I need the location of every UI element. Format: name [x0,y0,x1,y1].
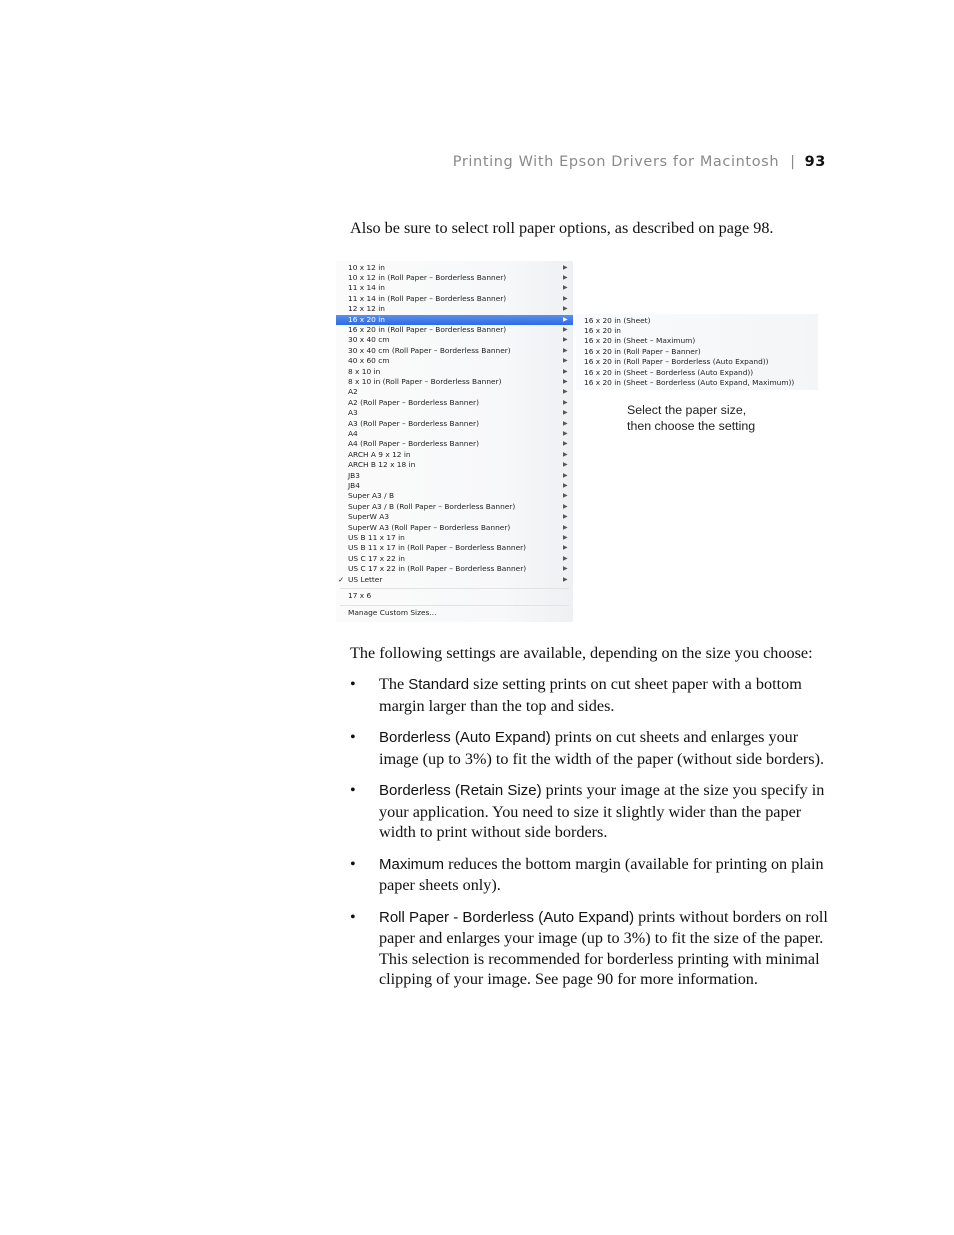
submenu-arrow-icon: ▶ [563,481,568,489]
menu-item-label: Manage Custom Sizes... [348,608,437,618]
menu-item[interactable] [336,377,573,387]
menu-item[interactable] [336,533,573,543]
bullet-item: • Borderless (Retain Size) prints your image at the size you specify in your application. You need to size it slightly wider than the paper width to print without side borders. [350,781,825,841]
running-header [453,154,826,170]
menu-item[interactable] [336,450,573,460]
submenu-arrow-icon: ▶ [563,461,568,469]
menu-item-label: US C 17 x 22 in [348,553,405,563]
submenu-arrow-icon: ▶ [563,575,568,583]
submenu-arrow-icon: ▶ [563,273,568,281]
paper-size-popup-menu [336,261,573,622]
bullet-item: • Roll Paper - Borderless (Auto Expand) prints without borders on roll paper and enlarges your image (up to 3%) to fit the size of the paper. This selection is recommended for borderless printing with minimal clipping of your image. See page 90 for more information. [350,907,828,988]
menu-item-label: US B 11 x 17 in (Roll Paper – Borderless Banner) [348,543,527,553]
menu-item-label: 11 x 14 in (Roll Paper – Borderless Banner) [348,293,507,303]
menu-item-label: Super A3 / B [348,491,395,501]
menu-item-label: SuperW A3 [348,512,390,522]
menu-item[interactable] [336,283,573,293]
submenu-item[interactable]: 16 x 20 in (Sheet – Maximum) [584,336,696,346]
menu-item[interactable] [336,491,573,501]
menu-item[interactable] [336,543,573,553]
bullet-item: • Maximum reduces the bottom margin (available for printing on plain paper sheets only). [350,854,824,894]
submenu-item[interactable]: 16 x 20 in [584,325,621,335]
submenu-arrow-icon: ▶ [563,440,568,448]
submenu-arrow-icon: ▶ [563,409,568,417]
submenu-arrow-icon: ▶ [563,294,568,302]
bullet-item: • Borderless (Auto Expand) prints on cut sheets and enlarges your image (up to 3%) to fit the width of the paper (without side borders). [350,728,825,768]
submenu-item[interactable]: 16 x 20 in (Roll Paper – Borderless (Auto Expand)) [584,357,769,367]
submenu-arrow-icon: ▶ [563,367,568,375]
submenu-arrow-icon: ▶ [563,565,568,573]
menu-item[interactable] [336,335,573,345]
menu-item-label: 8 x 10 in (Roll Paper – Borderless Banner) [348,376,502,386]
bullet-dot: • [350,854,356,873]
menu-divider [340,588,569,589]
menu-item[interactable] [336,608,573,618]
submenu-arrow-icon: ▶ [563,533,568,541]
menu-item[interactable] [336,273,573,283]
setting-term: Roll Paper - Borderless (Auto Expand) [379,908,635,926]
menu-item[interactable] [336,263,573,273]
submenu-arrow-icon: ▶ [563,419,568,427]
submenu-arrow-icon: ▶ [563,315,568,323]
submenu-arrow-icon: ▶ [563,336,568,344]
submenu-arrow-icon: ▶ [563,346,568,354]
menu-item[interactable] [336,325,573,335]
menu-item-label: 16 x 20 in (Roll Paper – Borderless Banner) [348,324,507,334]
menu-item-label: SuperW A3 (Roll Paper – Borderless Banner) [348,522,511,532]
menu-item[interactable] [336,439,573,449]
page-number: 93 [804,154,826,170]
menu-item[interactable] [336,387,573,397]
menu-item-label: A2 [348,387,358,397]
header-title: Printing With Epson Drivers for Macintosh [452,154,780,170]
menu-item-label: 11 x 14 in [348,283,385,293]
menu-item[interactable] [336,408,573,418]
bullet-dot: • [350,907,356,926]
menu-item-label: A2 (Roll Paper – Borderless Banner) [348,397,479,407]
setting-term: Borderless (Retain Size) [379,782,542,799]
menu-item[interactable] [336,554,573,564]
menu-item-label: 12 x 12 in [348,304,385,314]
submenu-arrow-icon: ▶ [563,513,568,521]
submenu-arrow-icon: ▶ [563,388,568,396]
settings-intro-paragraph: The following settings are available, depending on the size you choose: [350,644,813,662]
menu-item-label: 40 x 60 cm [348,356,390,366]
submenu-item[interactable]: 16 x 20 in (Sheet – Borderless (Auto Expand)) [584,367,754,377]
menu-item[interactable] [336,523,573,533]
submenu-arrow-icon: ▶ [563,377,568,385]
menu-item[interactable] [336,460,573,470]
menu-item-label: 30 x 40 cm [348,335,390,345]
submenu-arrow-icon: ▶ [563,305,568,313]
submenu-arrow-icon: ▶ [563,492,568,500]
menu-item-label: US C 17 x 22 in (Roll Paper – Borderless Banner) [348,564,527,574]
submenu-arrow-icon: ▶ [563,502,568,510]
menu-item[interactable] [336,367,573,377]
caption-line-1: Select the paper size, [627,403,747,417]
menu-item[interactable] [336,575,573,585]
submenu-arrow-icon: ▶ [563,325,568,333]
submenu-item[interactable]: 16 x 20 in (Roll Paper – Banner) [584,346,701,356]
menu-item-label: 30 x 40 cm (Roll Paper – Borderless Banner) [348,345,511,355]
submenu-arrow-icon: ▶ [563,450,568,458]
menu-item-label: JB3 [348,470,360,480]
paper-size-submenu [576,314,818,390]
menu-item-label: US B 11 x 17 in [348,532,405,542]
menu-item-label: A3 [348,408,358,418]
submenu-arrow-icon: ▶ [563,263,568,271]
submenu-arrow-icon: ▶ [563,357,568,365]
bullet-item: • The Standard size setting prints on cut sheet paper with a bottom margin larger than the top and sides. [350,675,802,715]
menu-item[interactable] [336,346,573,356]
menu-item-label: A4 (Roll Paper – Borderless Banner) [348,439,479,449]
menu-item[interactable] [336,356,573,366]
menu-item[interactable] [336,481,573,491]
menu-item-label: ARCH A 9 x 12 in [348,449,411,459]
menu-item[interactable] [336,315,573,325]
menu-item[interactable] [336,471,573,481]
menu-item[interactable] [336,512,573,522]
submenu-arrow-icon: ▶ [563,544,568,552]
submenu-arrow-icon: ▶ [563,398,568,406]
menu-item-label: ARCH B 12 x 18 in [348,460,416,470]
caption-line-2: then choose the setting [627,419,756,433]
menu-item-label: 16 x 20 in [348,314,385,324]
submenu-arrow-icon: ▶ [563,523,568,531]
menu-item[interactable] [336,398,573,408]
menu-item-label: 17 x 6 [348,591,372,601]
intro-paragraph: Also be sure to select roll paper options, as described on page 98. [350,219,774,237]
settings-bullet-list [350,674,830,1001]
menu-item-label: 10 x 12 in [348,262,385,272]
checkmark-icon: ✓ [338,574,345,584]
menu-item-label: Super A3 / B (Roll Paper – Borderless Banner) [348,501,516,511]
submenu-item[interactable]: 16 x 20 in (Sheet – Borderless (Auto Expand, Maximum)) [584,377,795,387]
submenu-arrow-icon: ▶ [563,284,568,292]
bullet-dot: • [350,675,356,693]
menu-item[interactable] [336,294,573,304]
menu-item-label: 8 x 10 in [348,366,381,376]
submenu-arrow-icon: ▶ [563,554,568,562]
menu-divider [340,605,569,606]
menu-item[interactable] [336,429,573,439]
submenu-item[interactable]: 16 x 20 in (Sheet) [584,315,651,325]
submenu-arrow-icon: ▶ [563,471,568,479]
menu-item[interactable] [336,502,573,512]
menu-item[interactable] [336,591,573,601]
menu-item[interactable] [336,304,573,314]
menu-item[interactable] [336,419,573,429]
menu-item-label: US Letter [348,574,383,584]
header-separator: | [790,154,796,170]
menu-item-label: A3 (Roll Paper – Borderless Banner) [348,418,479,428]
bullet-dot: • [350,781,356,799]
bullet-dot: • [350,728,356,746]
setting-term: Standard [408,676,470,693]
menu-item[interactable] [336,564,573,574]
figure-caption [627,402,755,434]
menu-item-label: JB4 [348,480,360,490]
setting-term: Maximum [379,855,445,873]
submenu-arrow-icon: ▶ [563,429,568,437]
menu-item-label: 10 x 12 in (Roll Paper – Borderless Banner) [348,272,507,282]
menu-item-label: A4 [348,428,358,438]
setting-term: Borderless (Auto Expand) [379,729,551,746]
